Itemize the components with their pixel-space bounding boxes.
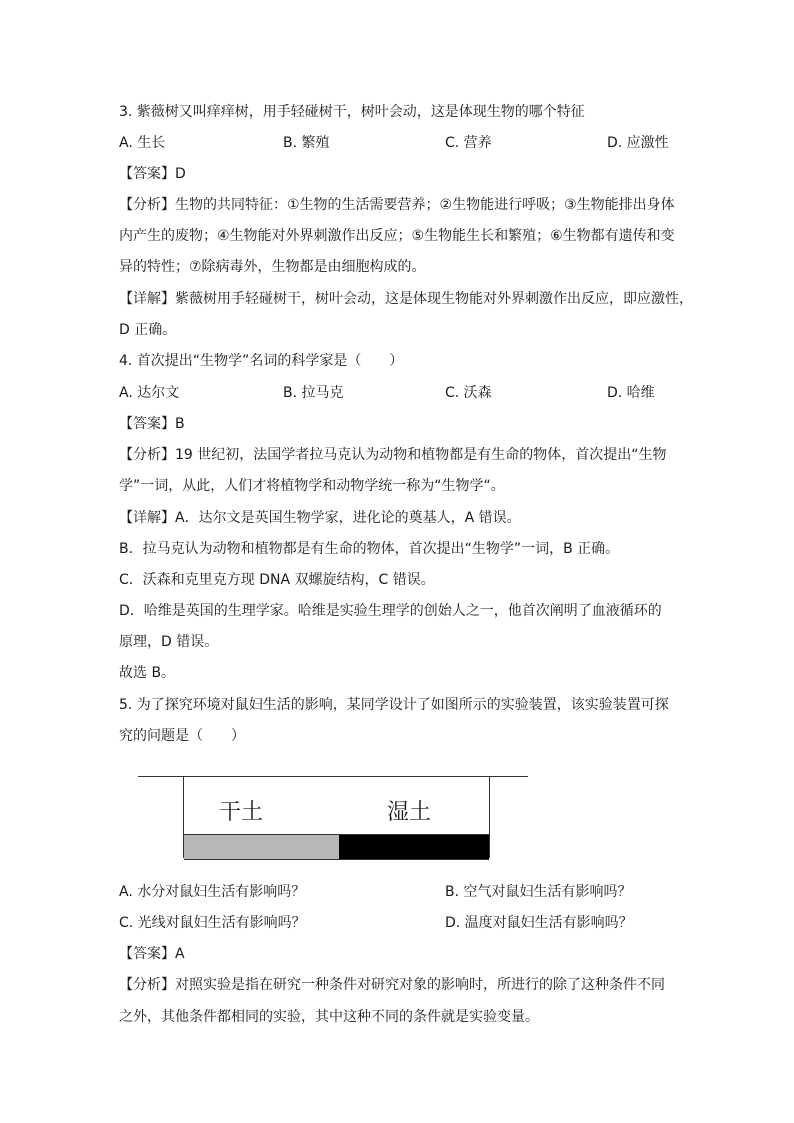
wet-soil-label: 湿土 — [387, 800, 432, 825]
q4-detail-line-5: 原理，D 错误。 — [119, 634, 219, 650]
q4-option-a: A. 达尔文 — [119, 385, 180, 401]
q5-option-a: A. 水分对鼠妇生活有影响吗？ — [119, 884, 306, 900]
q3-option-b: B. 繁殖 — [283, 135, 330, 151]
q3-option-c: C. 营养 — [445, 135, 492, 151]
q3-detail-line-1: 【详解】紫薇树用手轻碰树干，树叶会动，这是体现生物能对外界刺激作出反应，即应激性， — [119, 291, 693, 307]
q5-analysis-line-1: 【分析】对照实验是指在研究一种条件对研究对象的影响时，所进行的除了这种条件不同 — [119, 977, 665, 993]
q5-analysis-line-2: 之外，其他条件都相同的实验，其中这种不同的条件就是实验变量。 — [119, 1009, 539, 1025]
q4-detail-line-2: B．拉马克认为动物和植物都是有生命的物体，首次提出“生物学”一词，B 正确。 — [119, 541, 620, 557]
dry-soil-layer — [184, 834, 339, 860]
wet-soil-layer — [339, 834, 489, 860]
experiment-diagram — [138, 776, 530, 862]
q4-option-d: D. 哈维 — [607, 385, 655, 401]
q3-analysis-line-3: 异的特性；⑦除病毒外，生物都是由细胞构成的。 — [119, 259, 426, 275]
q4-detail-line-3: C．沃森和克里克方现 DNA 双螺旋结构，C 错误。 — [119, 572, 435, 588]
experiment-box — [183, 776, 490, 858]
q4-analysis-line-2: 学”一词，从此，人们才将植物学和动物学统一称为“生物学“。 — [119, 478, 505, 494]
q3-option-a: A. 生长 — [119, 135, 166, 151]
q4-analysis-line-1: 【分析】19 世纪初，法国学者拉马克认为动物和植物都是有生命的物体，首次提出“生物 — [119, 447, 667, 463]
q4-detail-line-6: 故选 B。 — [119, 665, 176, 681]
q4-option-b: B. 拉马克 — [283, 385, 344, 401]
q5-stem-line-2: 究的问题是（ ） — [119, 728, 245, 744]
dry-soil-label: 干土 — [219, 800, 264, 825]
q4-detail-line-4: D．哈维是英国的生理学家。哈维是实验生理学的创始人之一，他首次阐明了血液循环的 — [119, 603, 662, 619]
q5-option-c: C. 光线对鼠妇生活有影响吗？ — [119, 915, 306, 931]
q5-option-b: B. 空气对鼠妇生活有影响吗？ — [445, 884, 632, 900]
q4-option-c: C. 沃森 — [445, 385, 492, 401]
q4-stem: 4. 首次提出“生物学”名词的科学家是（ ） — [119, 353, 404, 369]
q3-stem: 3. 紫薇树又叫痒痒树，用手轻碰树干，树叶会动，这是体现生物的哪个特征 — [119, 104, 585, 120]
q5-answer: 【答案】A — [119, 946, 185, 962]
q4-answer: 【答案】B — [119, 416, 185, 432]
q3-analysis-line-2: 内产生的废物；④生物能对外界刺激作出反应；⑤生物能生长和繁殖；⑥生物都有遗传和变 — [119, 228, 675, 244]
q3-option-d: D. 应激性 — [607, 135, 669, 151]
q3-analysis-line-1: 【分析】生物的共同特征：①生物的生活需要营养；②生物能进行呼吸；③生物能排出身体 — [119, 197, 675, 213]
q5-option-d: D. 温度对鼠妇生活有影响吗？ — [445, 915, 633, 931]
q3-answer: 【答案】D — [119, 166, 186, 182]
q4-detail-line-1: 【详解】A．达尔文是英国生物学家，进化论的奠基人，A 错误。 — [119, 510, 521, 526]
q5-stem-line-1: 5. 为了探究环境对鼠妇生活的影响，某同学设计了如图所示的实验装置，该实验装置可探 — [119, 697, 669, 713]
q3-detail-line-2: D 正确。 — [119, 322, 177, 338]
